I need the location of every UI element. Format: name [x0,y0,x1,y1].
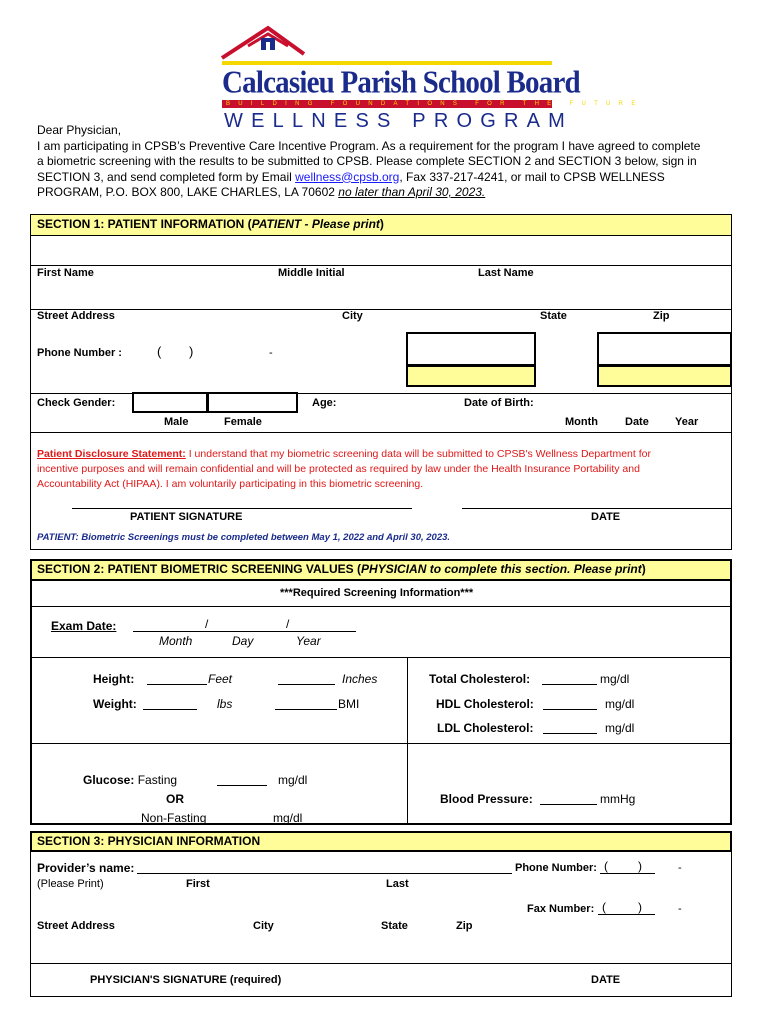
female-label: Female [224,416,262,428]
total-cholesterol-unit: mg/dl [600,672,630,686]
glucose-fasting-label: Fasting [134,773,178,787]
gender-label: Check Gender: [37,397,116,409]
physician-signature-label: PHYSICIAN'S SIGNATURE (required) [90,974,282,986]
section2-title: SECTION 2: PATIENT BIOMETRIC SCREENING VALUES ( [37,562,362,576]
patient-note: PATIENT: Biometric Screenings must be completed between May 1, 2022 and April 30, 2023. [37,532,451,543]
physician-fax-field[interactable] [598,914,655,915]
weight-field[interactable] [143,709,197,710]
physician-state-label: State [381,920,408,932]
disclosure-label: Patient Disclosure Statement: [37,448,186,460]
email-link[interactable]: wellness@cpsb.org [295,169,400,184]
logo [218,24,644,136]
patient-signature-date-label: DATE [591,511,621,523]
logo-tagline: BUILDING FOUNDATIONS FOR THE FUTURE [226,101,644,107]
patient-box-2[interactable] [597,332,732,366]
patient-box-2-fill[interactable] [597,365,732,387]
provider-last-label: Last [386,878,409,890]
patient-box-1-fill[interactable] [406,365,536,387]
physician-fax-paren-close: ) [638,900,642,914]
state-label: State [540,310,567,322]
blood-pressure-unit: mmHg [600,792,636,806]
height-label: Height: [93,672,135,686]
section1-title-note: PATIENT - Please print [251,217,380,231]
feet-label: Feet [208,672,233,686]
height-inches-field[interactable] [278,684,335,685]
hdl-unit: mg/dl [605,697,635,711]
physician-fax-paren-open: ( [602,900,606,914]
patient-box-1[interactable] [406,332,536,366]
dob-label: Date of Birth: [464,397,534,409]
zip-label: Zip [653,310,670,322]
exam-date-label: Exam Date: [51,619,117,633]
weight-label: Weight: [93,697,137,711]
glucose-or-label: OR [166,792,184,806]
ldl-unit: mg/dl [605,721,635,735]
dob-year-label: Year [675,416,699,428]
glucose-fasting-field[interactable] [217,785,267,786]
intro-line-3-pre: SECTION 3, and send completed form by Email [37,169,296,184]
intro-line-4 [37,185,700,201]
section3-title: SECTION 3: PHYSICIAN INFORMATION [37,834,261,848]
bmi-label: BMI [338,697,360,711]
city-label: City [342,310,363,322]
schoolhouse-roof-icon [218,24,308,64]
glucose-non-fasting-unit: mg/dl [273,811,303,824]
exam-month-label: Month [159,634,193,648]
physician-date-label: DATE [591,974,621,986]
provider-name-field[interactable] [137,873,512,874]
physician-fax-dash: - [678,903,682,915]
provider-first-label: First [186,878,210,890]
disclosure-line-3: Accountability Act (HIPAA). I am voluntarily participating in this biometric screening. [37,478,424,490]
disclosure-line-1: I understand that my biometric screening data will be submitted to CPSB's Wellness Department for [185,448,651,460]
blood-pressure-label: Blood Pressure: [440,792,533,806]
physician-street-label: Street Address [37,920,115,932]
first-name-label: First Name [37,267,94,279]
ldl-field[interactable] [543,733,597,734]
physician-fax-label: Fax Number: [527,903,595,915]
physician-phone-label: Phone Number: [515,862,597,874]
dob-month-label: Month [565,416,598,428]
glucose-non-fasting-label: Non-Fasting [141,811,207,824]
ldl-label: LDL Cholesterol: [437,721,534,735]
phone-dash: - [269,347,273,359]
blood-pressure-field[interactable] [540,804,597,805]
lbs-label: lbs [217,697,233,711]
section2-title-close: ) [641,562,646,576]
intro-line-1: I am participating in CPSB’s Preventive Care Incentive Program. As a requirement for the program I have agreed to complete [37,138,701,153]
intro-line-3 [37,170,700,186]
inches-label: Inches [342,672,378,686]
hdl-label: HDL Cholesterol: [436,697,534,711]
logo-title: Calcasieu Parish School Board [222,65,580,101]
section2-title-note: PHYSICIAN to complete this section. Please print [361,562,642,576]
physician-phone-paren-open: ( [604,859,608,873]
last-name-label: Last Name [478,267,534,279]
exam-date-field[interactable] [133,631,356,632]
provider-name-label: Provider’s name: [37,861,135,875]
deadline-text: no later than April 30, 2023. [338,185,486,199]
exam-date-slash-1: / [205,617,209,631]
phone-paren-open: ( [157,344,162,359]
male-checkbox[interactable] [132,392,208,413]
age-label: Age: [312,397,337,409]
male-label: Male [164,416,189,428]
glucose-non-fasting-field[interactable] [214,823,270,824]
total-cholesterol-field[interactable] [542,684,597,685]
intro-line-3-post: , Fax 337-217-4241, or mail to CPSB WELLNESS [399,169,665,184]
dob-date-label: Date [625,416,649,428]
section1-title-close: ) [379,217,384,231]
street-address-label: Street Address [37,310,115,322]
bmi-field[interactable] [275,709,337,710]
patient-signature-label: PATIENT SIGNATURE [130,511,243,523]
exam-day-label: Day [232,634,254,648]
hdl-field[interactable] [543,709,597,710]
disclosure-line-2: incentive purposes and will remain confidential and will be protected as required by law under the Health Insurance Portability and [37,463,640,475]
exam-year-label: Year [296,634,321,648]
intro-line-2: a biometric screening with the results to be submitted to CPSB. Please complete SECTION 2 and SECTION 3 below, sign in [37,154,697,168]
glucose-fasting-unit: mg/dl [278,773,308,787]
phone-label: Phone Number : [37,347,122,359]
glucose-label: Glucose: [83,773,135,787]
required-info-label: ***Required Screening Information*** [280,587,474,599]
physician-phone-paren-close: ) [638,859,642,873]
exam-date-slash-2: / [286,617,290,631]
please-print-label: (Please Print) [37,878,104,890]
phone-paren-close: ) [189,344,194,359]
physician-city-label: City [253,920,274,932]
intro-line-4-pre: PROGRAM, P.O. BOX 800, LAKE CHARLES, LA 70602 [37,185,339,199]
female-checkbox[interactable] [207,392,298,413]
physician-zip-label: Zip [456,920,473,932]
salutation: Dear Physician, [37,123,122,137]
physician-phone-field[interactable] [600,873,655,874]
section1-title: SECTION 1: PATIENT INFORMATION ( [37,217,252,231]
logo-program: WELLNESS PROGRAM [224,110,574,132]
physician-phone-dash: - [678,862,682,874]
height-feet-field[interactable] [147,684,207,685]
total-cholesterol-label: Total Cholesterol: [429,672,531,686]
disclosure-statement [37,447,651,492]
middle-initial-label: Middle Initial [278,267,345,279]
